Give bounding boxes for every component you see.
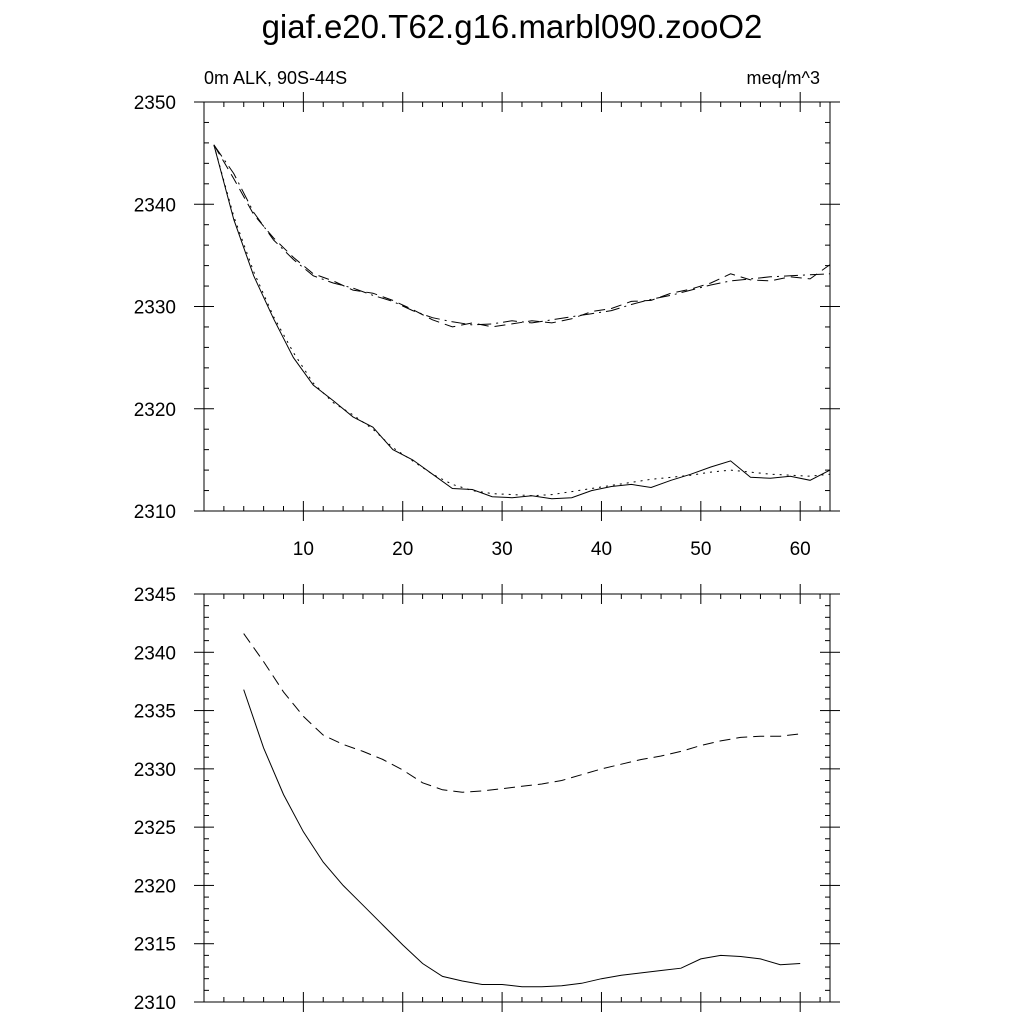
- top-left-label: 0m ALK, 90S-44S: [204, 68, 348, 88]
- y-tick-label: 2315: [133, 934, 176, 956]
- series-line-dotted: [214, 145, 830, 496]
- y-tick-label: 2350: [133, 93, 176, 114]
- chart-title: giaf.e20.T62.g16.marbl090.zooO2: [261, 8, 763, 45]
- series-line-dashed: [244, 634, 801, 793]
- y-tick-label: 2340: [133, 643, 176, 665]
- x-tick-label: 60: [789, 539, 811, 560]
- x-tick-label: 50: [690, 539, 712, 560]
- y-tick-label: 2320: [133, 876, 176, 898]
- y-tick-label: 2325: [133, 818, 176, 840]
- y-tick-label: 2340: [133, 195, 176, 217]
- top-panel: [134, 68, 840, 560]
- series-line-dashdot: [214, 145, 830, 325]
- x-tick-label: 30: [491, 539, 513, 560]
- x-tick-label: 10: [292, 539, 314, 560]
- bottom-panel: [134, 584, 840, 1014]
- x-tick-label: 20: [392, 539, 414, 560]
- y-tick-label: 2335: [133, 701, 176, 723]
- series-line-solid: [244, 690, 801, 987]
- plot-frame: [204, 102, 830, 511]
- y-tick-label: 2345: [133, 585, 176, 606]
- y-tick-label: 2310: [133, 993, 176, 1014]
- x-tick-label: 40: [590, 539, 613, 560]
- y-tick-label: 2310: [133, 502, 176, 523]
- series-line-dashed: [214, 145, 830, 327]
- plot-frame: [204, 594, 830, 1002]
- y-tick-label: 2320: [133, 399, 176, 421]
- y-tick-label: 2330: [133, 297, 176, 319]
- y-tick-label: 2330: [133, 759, 176, 781]
- top-right-label: meq/m^3: [746, 68, 820, 88]
